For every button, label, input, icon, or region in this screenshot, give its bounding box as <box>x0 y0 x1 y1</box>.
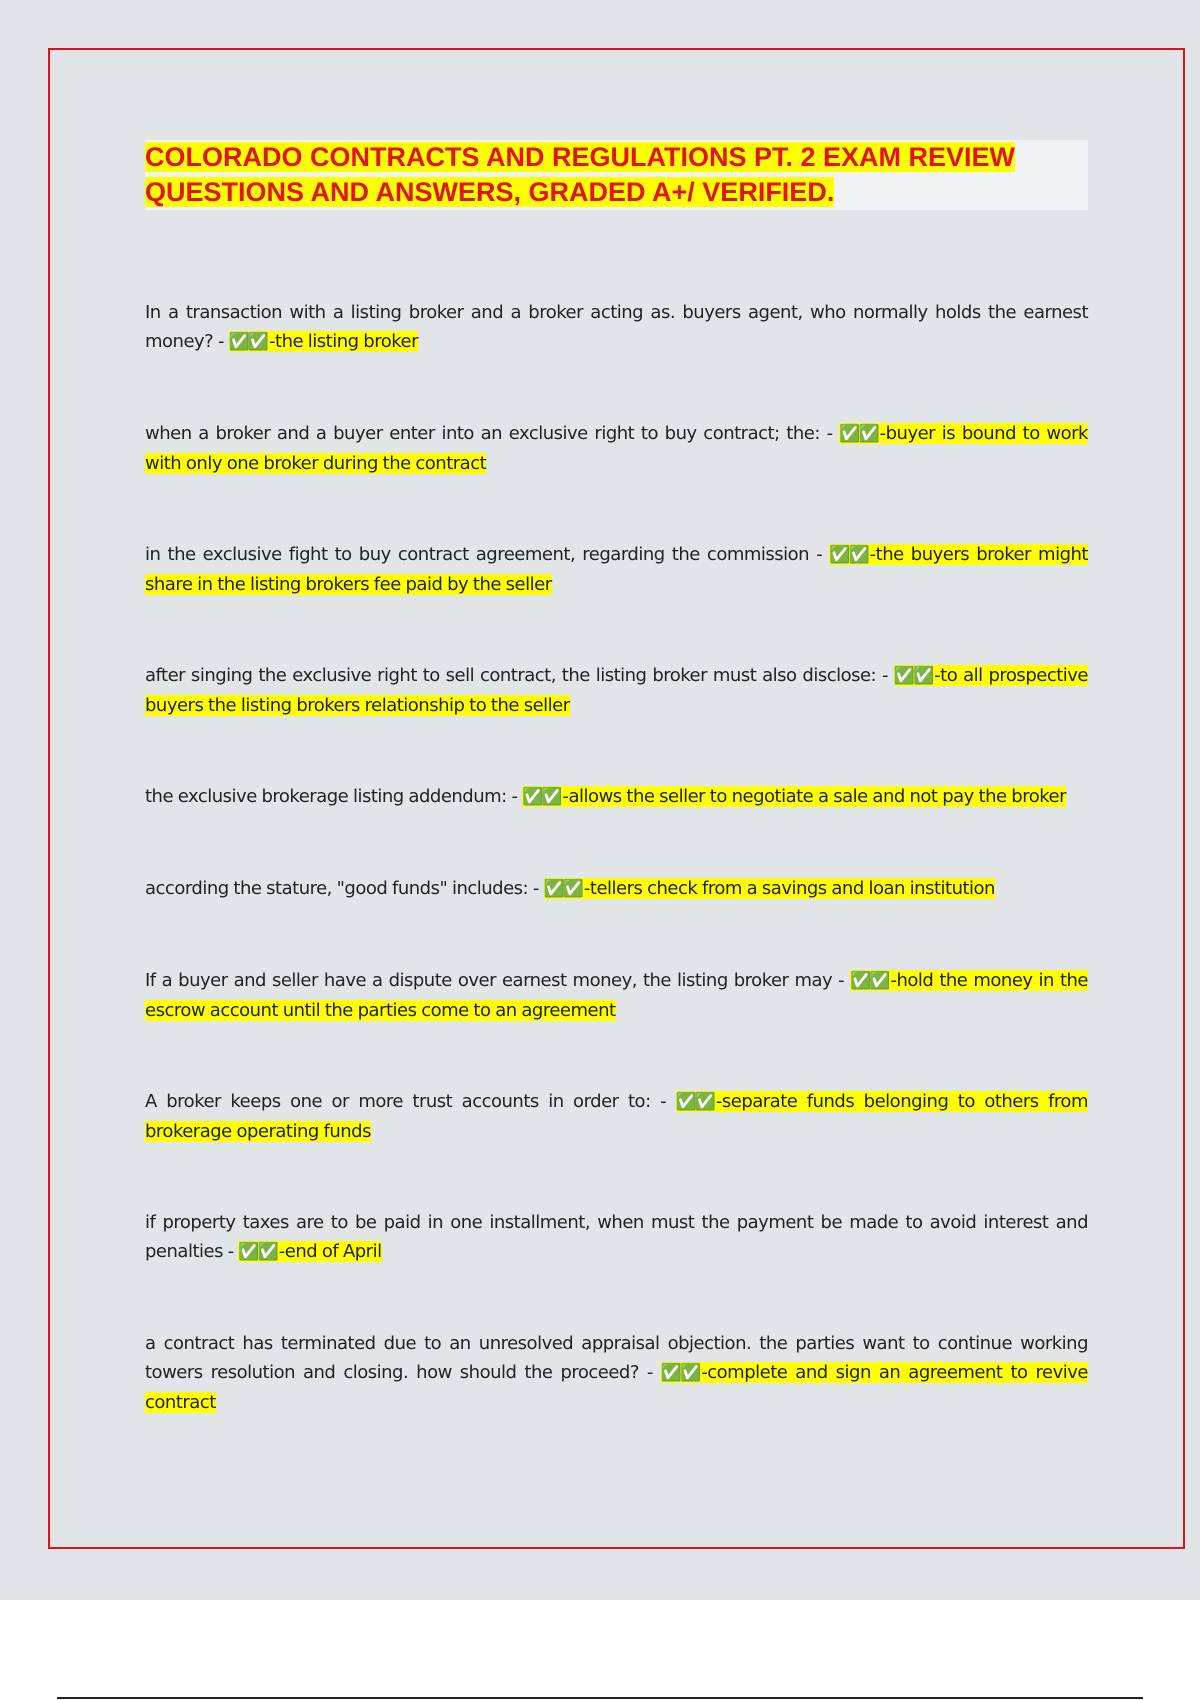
question-text: according the stature, "good funds" includes: <box>145 878 529 899</box>
answer-text: -separate funds belonging to others from brokerage operating funds <box>145 1091 1088 1142</box>
qa-item <box>145 540 1088 599</box>
question-separator: - <box>638 1362 661 1383</box>
answer-text: -to all prospective buyers the listing brokers relationship to the seller <box>145 665 1088 716</box>
check-mark-icon: ✅✅ <box>829 545 868 565</box>
question-text: the exclusive brokerage listing addendum: <box>145 786 507 807</box>
qa-item <box>145 1087 1088 1146</box>
answer-highlight <box>229 331 418 352</box>
question-separator: - <box>809 544 830 565</box>
qa-item <box>145 1208 1088 1267</box>
document-body <box>145 140 1088 1479</box>
question-text: A broker keeps one or more trust accounts in order to: <box>145 1091 651 1112</box>
answer-highlight <box>238 1241 381 1262</box>
document-title: COLORADO CONTRACTS AND REGULATIONS PT. 2 EXAM REVIEW QUESTIONS AND ANSWERS, GRADED A+/ VERIFIED. <box>145 142 1016 207</box>
qa-item <box>145 661 1088 720</box>
answer-text: -hold the money in the escrow account until the parties come to an agreement <box>145 970 1088 1021</box>
qa-list <box>145 298 1088 1417</box>
question-text: If a buyer and seller have a dispute over earnest money, the listing broker may <box>145 970 833 991</box>
qa-item <box>145 966 1088 1025</box>
qa-item <box>145 419 1088 478</box>
check-mark-icon: ✅✅ <box>850 971 889 991</box>
answer-text: -the buyers broker might share in the listing brokers fee paid by the seller <box>145 544 1088 595</box>
question-separator: - <box>222 1241 239 1262</box>
footer-rule <box>57 1697 1143 1699</box>
qa-item <box>145 874 1088 904</box>
answer-highlight <box>544 878 995 899</box>
check-mark-icon: ✅✅ <box>839 424 878 444</box>
answer-highlight <box>522 786 1066 807</box>
question-separator: - <box>213 331 229 352</box>
answer-text: -tellers check from a savings and loan institution <box>583 878 995 899</box>
answer-text: -complete and sign an agreement to revive contract <box>145 1362 1088 1413</box>
question-text: when a broker and a buyer enter into an exclusive right to buy contract; the: <box>145 423 820 444</box>
check-mark-icon: ✅✅ <box>543 879 582 899</box>
check-mark-icon: ✅✅ <box>660 1363 700 1383</box>
check-mark-icon: ✅✅ <box>238 1242 277 1262</box>
answer-text: -buyer is bound to work with only one broker during the contract <box>145 423 1088 474</box>
question-text: In a transaction with a listing broker and a broker acting as. buyers agent, who normally holds the earnest money? <box>145 302 1088 352</box>
qa-item <box>145 298 1088 357</box>
check-mark-icon: ✅✅ <box>675 1092 714 1112</box>
question-text: after singing the exclusive right to sell contract, the listing broker must also disclose: <box>145 665 877 686</box>
question-separator: - <box>506 786 523 807</box>
answer-text: -the listing broker <box>269 331 418 352</box>
question-separator: - <box>819 423 840 444</box>
check-mark-icon: ✅✅ <box>893 666 933 686</box>
question-text: a contract has terminated due to an unresolved appraisal objection. the parties want to continue working towers resolution and closing. how should the proceed? <box>145 1333 1088 1383</box>
check-mark-icon: ✅✅ <box>228 332 268 352</box>
question-separator: - <box>832 970 851 991</box>
qa-item <box>145 782 1088 812</box>
answer-text: -allows the seller to negotiate a sale and not pay the broker <box>562 786 1066 807</box>
qa-item <box>145 1329 1088 1417</box>
question-text: in the exclusive fight to buy contract agreement, regarding the commission <box>145 544 810 565</box>
question-separator: - <box>876 665 894 686</box>
question-text: if property taxes are to be paid in one installment, when must the payment be made to avoid interest and penalties <box>145 1212 1088 1262</box>
check-mark-icon: ✅✅ <box>522 787 561 807</box>
answer-text: -end of April <box>278 1241 382 1262</box>
question-separator: - <box>528 878 544 899</box>
question-separator: - <box>650 1091 676 1112</box>
document-title-block <box>145 140 1088 210</box>
